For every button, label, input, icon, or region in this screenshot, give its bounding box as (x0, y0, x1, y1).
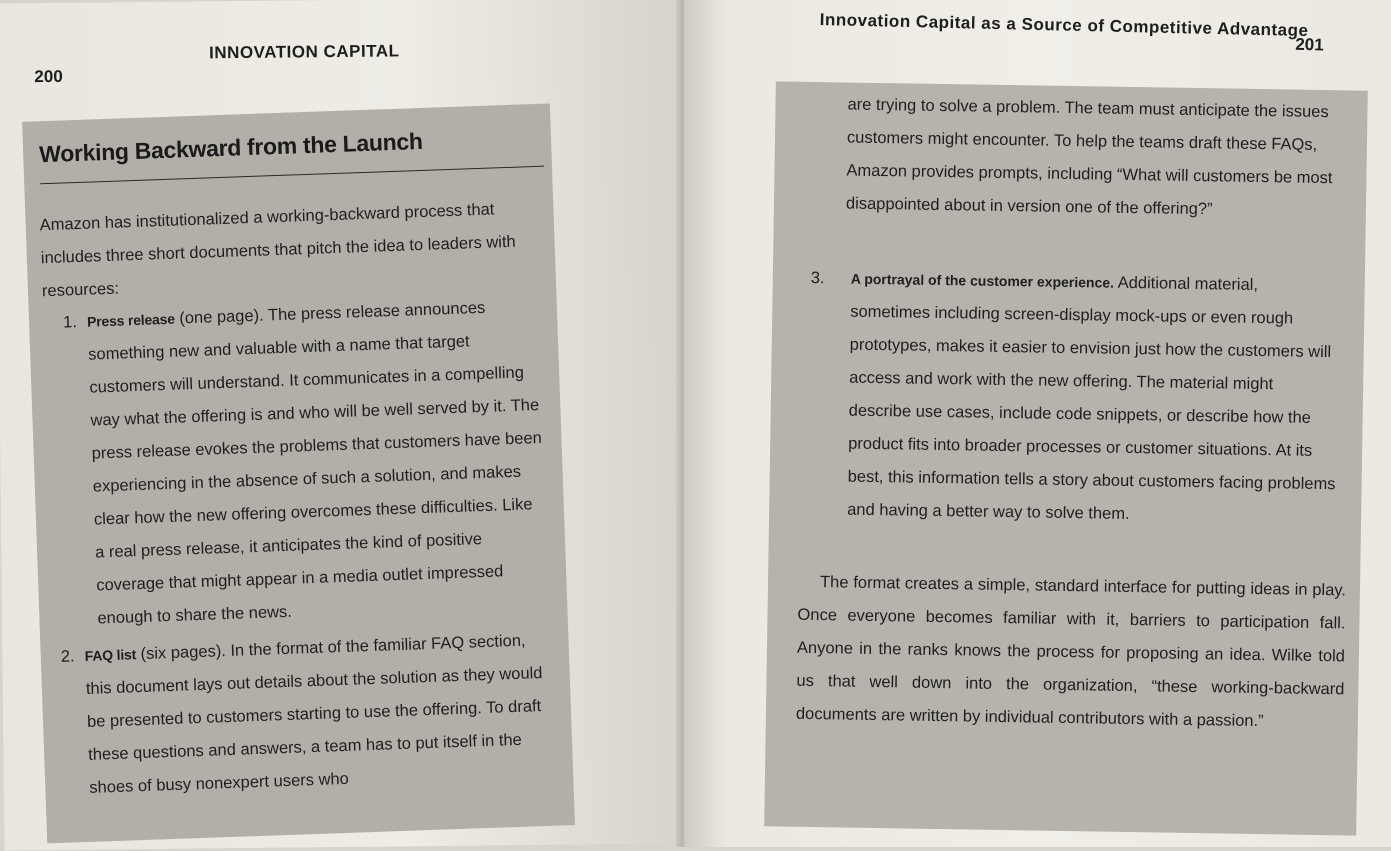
sidebar-box-continued (764, 81, 1368, 835)
running-head: Innovation Capital as a Source of Competitive Advantage (819, 10, 1309, 41)
closing-text: The format creates a simple, standard interface for putting ideas in play. Once everyone becomes familiar with it, barriers to participation fall. Anyone in the ranks knows the process for proposing an idea. Wilke told us that well down into the organization, “these working-backward documents are written by individual contributors with a passion.” (795, 573, 1347, 731)
title-underline (40, 166, 544, 185)
sidebar-list-item-3 (807, 262, 1341, 534)
sidebar-box (22, 103, 575, 843)
list-item (807, 262, 1341, 534)
continuation-text (846, 89, 1348, 229)
item-number: 2. (60, 647, 75, 666)
sidebar-list-item-1 (43, 290, 549, 637)
item-number: 1. (62, 313, 78, 332)
item-text: Additional material, sometimes including screen-display mock-ups or even rough prototypes, makes it easier to envision just how the customers will access and work with the new offering. The material might describe use cases, include code snippets, or describe how the product fits into broader processes or customer situations. At its best, this information tells a story about customers facing problems and having a better way to solve them. (847, 273, 1336, 524)
page-number: 200 (34, 66, 63, 87)
item-term: A portrayal of the customer experience. (850, 270, 1115, 291)
list-item (43, 290, 549, 637)
item-number: 3. (810, 268, 825, 288)
sidebar-list-item-2 (54, 624, 554, 806)
closing-paragraph (796, 566, 1347, 740)
page-number: 201 (1295, 34, 1324, 55)
item-term: Press release (86, 310, 176, 330)
sidebar-title: Working Backward from the Launch (38, 127, 424, 168)
sidebar-intro (39, 192, 552, 309)
item-text: (one page). The press release announces something new and valuable with a name that target customers will understand. It communicates in a compelling way what the offering is and who will be well served by it. The press release evokes the problems that customers have been experiencing in the absence of such a solution, and makes clear how the new offering overcomes these difficulties. Like a real press release, it anticipates the kind of positive coverage that might appear in a media outlet impressed enough to share the news. (87, 298, 543, 628)
item-term: FAQ list (84, 646, 137, 665)
list-item (54, 624, 554, 806)
running-head: INNOVATION CAPITAL (209, 41, 400, 63)
item-text: (six pages). In the format of the familiar FAQ section, this document lays out details about the solution as they would be presented to customers starting to use the offering. To draft these questions and answers, a team has to put itself in the shoes of busy nonexpert users who (85, 631, 543, 797)
intro-paragraph: Amazon has institutionalized a working-backward process that includes three short documents that pitch the idea to leaders with resources: (39, 200, 516, 301)
left-page-header (34, 33, 594, 87)
left-page (0, 0, 684, 851)
continuation-paragraph: are trying to solve a problem. The team must anticipate the issues customers might encounter. To help the teams draft these FAQs, Amazon provides prompts, including “What will customers be most disappointed about in version one of the offering?” (845, 95, 1333, 219)
